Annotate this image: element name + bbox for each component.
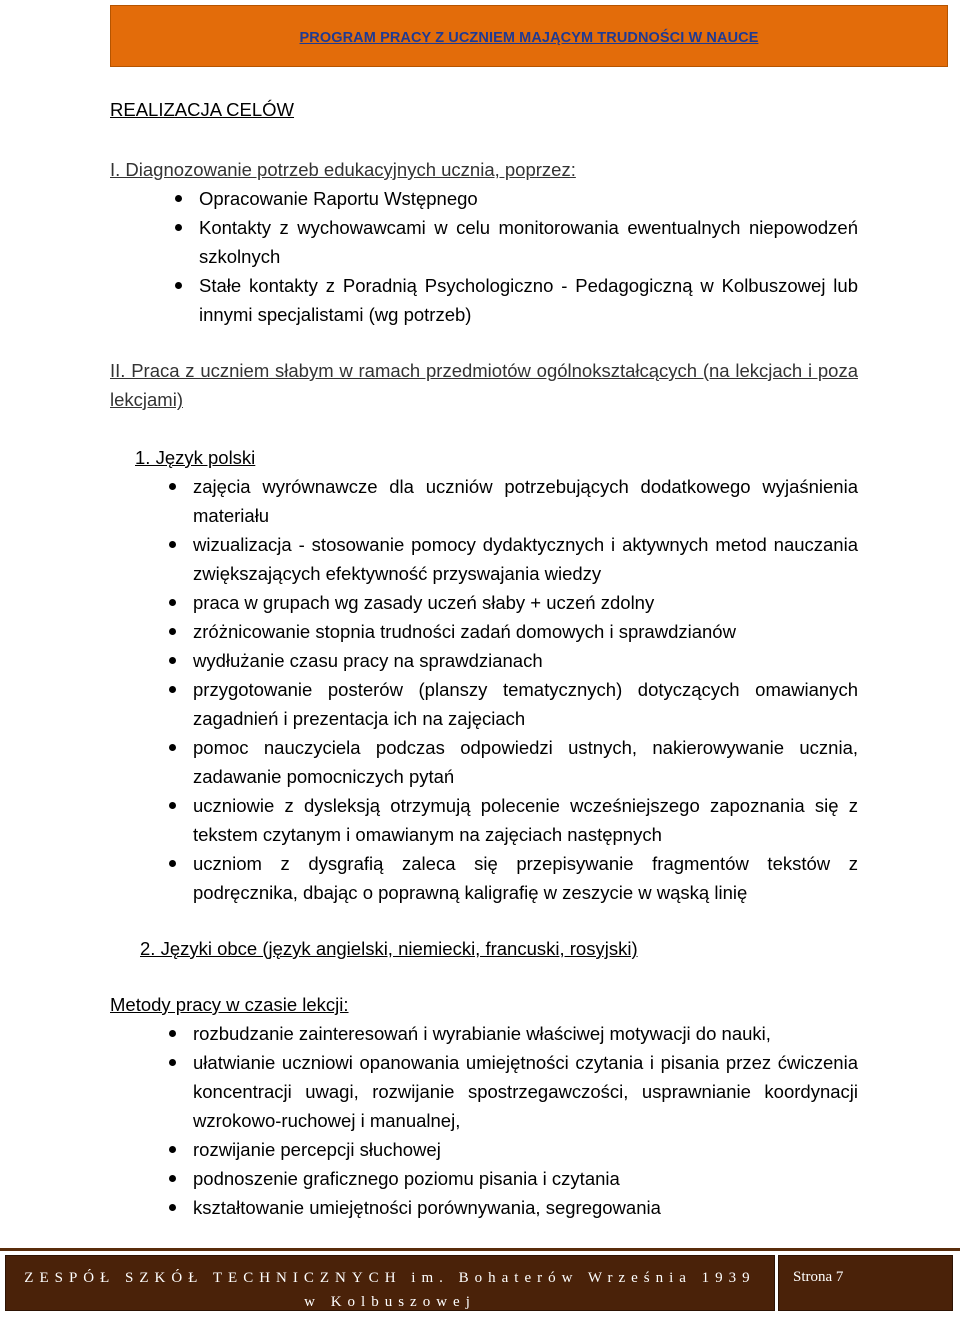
list-item: wydłużanie czasu pracy na sprawdzianach [110,646,858,675]
methods-label: Metody pracy w czasie lekcji: [110,994,349,1015]
list-item: ułatwianie uczniowi opanowania umiejętności czytania i pisania przez ćwiczenia koncentracji uwagi, rozwijanie spostrzegawczości, usprawnianie koordynacji wzrokowo-ruchowej i manualnej, [110,1048,858,1135]
list-item: rozwijanie percepcji słuchowej [110,1135,858,1164]
subsection-1-title: 1. Język polski [135,447,256,468]
page-footer [0,1248,960,1319]
school-name [5,1255,775,1311]
subsection-1-list [110,472,858,907]
page-number [778,1255,953,1311]
list-item: kształtowanie umiejętności porównywania, segregowania [110,1193,858,1222]
school-name-line-2: w Kolbuszowej [304,1294,476,1310]
page-header [110,5,948,67]
subsection-2-list [110,1019,858,1222]
list-item: pomoc nauczyciela podczas odpowiedzi ustnych, nakierowywanie ucznia, zadawanie pomocniczych pytań [110,733,858,791]
subsection-2-title: 2. Języki obce (język angielski, niemiecki, francuski, rosyjski) [140,938,638,959]
list-item: Kontakty z wychowawcami w celu monitorowania ewentualnych niepowodzeń szkolnych [110,213,858,271]
list-item: zajęcia wyrównawcze dla uczniów potrzebujących dodatkowego wyjaśnienia materiału [110,472,858,530]
list-item: Stałe kontakty z Poradnią Psychologiczno - Pedagogiczną w Kolbuszowej lub innymi specjalistami (wg potrzeb) [110,271,858,329]
list-item: uczniowie z dysleksją otrzymują polecenie wcześniejszego zapoznania się z tekstem czytanym i omawianym na zajęciach następnych [110,791,858,849]
section-heading: REALIZACJA CELÓW [110,99,295,120]
section-2-title: II. Praca z uczniem słabym w ramach przedmiotów ogólnokształcących (na lekcjach i poza lekcjami) [110,360,858,410]
list-item: uczniom z dysgrafią zaleca się przepisywanie fragmentów tekstów z podręcznika, dbając o poprawną kaligrafię w zeszycie w wąską linię [110,849,858,907]
page-number-label: Strona 7 [793,1269,844,1285]
document-body [110,95,858,1222]
header-title: PROGRAM PRACY Z UCZNIEM MAJĄCYM TRUDNOŚCI W NAUCE [299,30,759,46]
school-name-line-1: ZESPÓŁ SZKÓŁ TECHNICZNYCH im. Bohaterów Września 1939 [24,1270,756,1286]
list-item: Opracowanie Raportu Wstępnego [110,184,858,213]
list-item: zróżnicowanie stopnia trudności zadań domowych i sprawdzianów [110,617,858,646]
list-item: rozbudzanie zainteresowań i wyrabianie właściwej motywacji do nauki, [110,1019,858,1048]
list-item: przygotowanie posterów (planszy tematycznych) dotyczących omawianych zagadnień i prezentacja ich na zajęciach [110,675,858,733]
list-item: praca w grupach wg zasady uczeń słaby + uczeń zdolny [110,588,858,617]
section-1-list [110,184,858,329]
list-item: wizualizacja - stosowanie pomocy dydaktycznych i aktywnych metod nauczania zwiększających efektywność przyswajania wiedzy [110,530,858,588]
section-1-title: I. Diagnozowanie potrzeb edukacyjnych ucznia, poprzez: [110,159,576,180]
list-item: podnoszenie graficznego poziomu pisania i czytania [110,1164,858,1193]
